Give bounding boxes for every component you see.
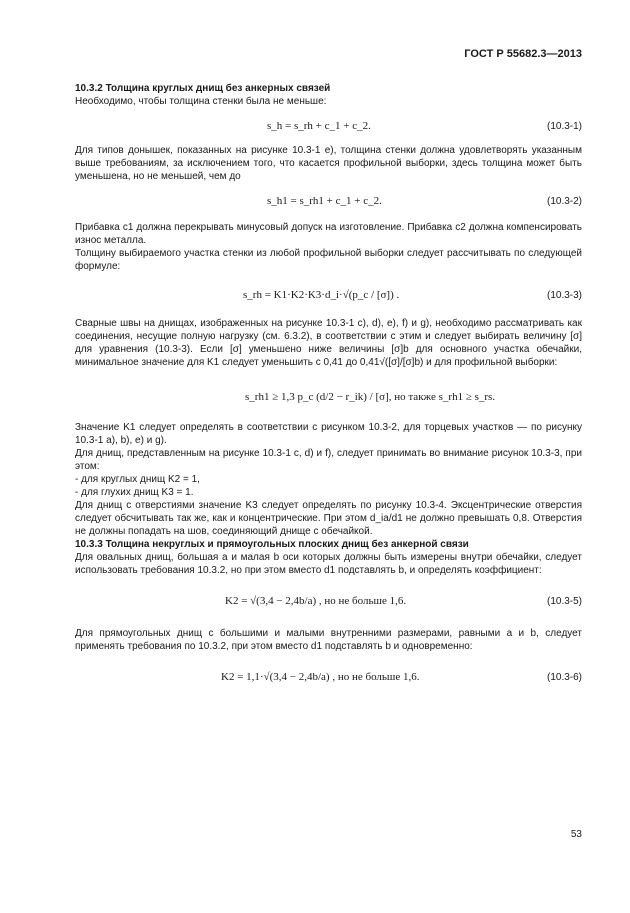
equation-text: s_rh1 ≥ 1,3 p_c (d/2 − r_ik) / [σ], но также s_rh1 ≥ s_rs. — [245, 391, 496, 403]
list-item: - для глухих днищ K3 = 1. — [75, 487, 194, 498]
paragraph: Для днищ, представленным на рисунке 10.3-1 c, d) и f), следует принимать во внимание рисунок 10.3-3, при этом: — [75, 448, 582, 472]
equation-profile — [75, 383, 582, 413]
section-title-10-3-2: 10.3.2 Толщина круглых днищ без анкерных связей — [75, 83, 331, 94]
equation-number: (10.3-3) — [546, 290, 582, 301]
equation-10-3-3 — [75, 285, 582, 307]
list-item: - для круглых днищ K2 = 1, — [75, 474, 200, 485]
equation-text: K2 = √(3,4 − 2,4b/a) , но не больше 1,6. — [225, 595, 407, 607]
body-column — [75, 82, 582, 689]
paragraph: Значение K1 следует определять в соответствии с рисунком 10.3-2, для торцевых участков — по рисунку 10.3-1 а), b), e) и g). — [75, 422, 582, 446]
equation-10-3-5 — [75, 591, 582, 613]
paragraph: Сварные швы на днищах, изображенных на рисунке 10.3-1 c), d), e), f) и g), необходимо рассматривать как соединения, несущие полную нагрузку (см. 6.3.2), в соответствии с этим и следует выбирать величину [σ] для уравнения (10.3-3). Если [σ] уменьшено ниже величины [σ]b для основного участка обечайки, минимальное значение для K1 следует уменьшить с 0,41 до 0,41√([σ]/[σ]b) и для профильной выборки: — [75, 318, 582, 368]
paragraph: Для прямоугольных днищ с большими и малыми внутренними размерами, равными a и b, следует применять требования по 10.3.2, при этом вместо d1 подставлять b и одновременно: — [75, 628, 582, 652]
paragraph: Необходимо, чтобы толщина стенки была не меньше: — [75, 96, 327, 107]
equation-text: s_h1 = s_rh1 + c_1 + c_2. — [267, 195, 382, 207]
equation-text: s_rh = K1·K2·K3·d_i·√(p_c / [σ]) . — [243, 289, 400, 301]
equation-number: (10.3-6) — [546, 672, 582, 683]
paragraph: Для типов донышек, показанных на рисунке 10.3-1 е), толщина стенки должна удовлетворять указанным выше требованиям, за исключением того, что касается профильной выборки, здесь толщина может быть уменьшена, но не меньшей, чем до — [75, 145, 582, 182]
equation-number: (10.3-1) — [546, 121, 582, 132]
page-number: 53 — [570, 829, 582, 840]
section-title-10-3-3: 10.3.3 Толщина некруглых и прямоугольных плоских днищ без анкерной связи — [75, 539, 469, 550]
paragraph: Для овальных днищ, большая a и малая b оси которых должны быть измерены внутри обечайки, следует использовать требования 10.3.2, но при этом вместо d1 подставлять b, и определять коэффициент: — [75, 552, 582, 576]
equation-text: s_h = s_rh + c_1 + c_2. — [267, 120, 371, 132]
paragraph: Для днищ с отверстиями значение K3 следует определять по рисунку 10.3-4. Эксцентрические отверстия следует обсчитывать так же, как и концентрические. При этом d_ia/d1 не должно превышать 0,8. Отверстия не должны попадать на шов, соединяющий днище с обечайкой. — [75, 500, 582, 537]
standard-header: ГОСТ Р 55682.3—2013 — [464, 48, 582, 60]
equation-number: (10.3-2) — [546, 196, 582, 207]
paragraph: Прибавка c1 должна перекрывать минусовый допуск на изготовление. Прибавка c2 должна компенсировать износ металла. — [75, 222, 583, 246]
equation-10-3-2 — [75, 191, 582, 213]
paragraph: Толщину выбираемого участка стенки из любой профильной выборки следует рассчитывать по следующей формуле: — [75, 248, 582, 272]
equation-number: (10.3-5) — [546, 596, 582, 607]
equation-text: K2 = 1,1·√(3,4 − 2,4b/a) , но не больше 1,6. — [221, 671, 420, 683]
equation-10-3-1 — [75, 116, 582, 138]
equation-10-3-6 — [75, 667, 582, 689]
